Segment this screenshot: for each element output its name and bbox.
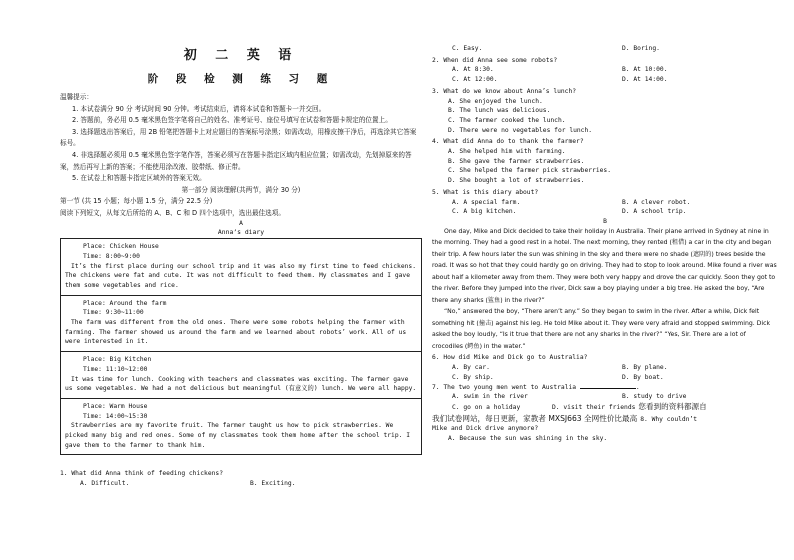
- watermark-ad: 我们试卷网站，每日更新，家教者 MXSJ663 全网性价比最高: [432, 413, 638, 423]
- question-2: [432, 56, 778, 85]
- question-1-options: [60, 479, 422, 489]
- passage-paragraph: “No,” answered the boy, “There aren’t any.” So they began to swim in the river. After a while, Dick felt something hit (撞击) against his leg. He told Mike about it. They were very afraid and stopped swimming. Dick asked the boy loudly, “Is it true that there are not any sharks in the river?” “Yes, Sir. There are a lot of crocodiles (鳄鱼) in the water.”: [432, 308, 771, 350]
- watermark-ad: 您看到的资料都源自: [638, 401, 707, 411]
- question-text: 4. What did Anna do to thank the farmer?: [432, 138, 584, 146]
- question-8: [432, 413, 778, 444]
- option[interactable]: B. The lunch was delicious.: [448, 107, 551, 115]
- option[interactable]: A. She helped him with farming.: [448, 148, 566, 156]
- option[interactable]: A. She enjoyed the lunch.: [448, 97, 543, 105]
- option[interactable]: D. By boat.: [622, 373, 664, 381]
- option[interactable]: A. Because the sun was shining in the sky.: [448, 435, 608, 443]
- question-3: [432, 87, 778, 136]
- diary-entry: [61, 296, 421, 353]
- question-text: 3. What do we know about Anna’s lunch?: [432, 87, 577, 95]
- tip-item: 3. 选择题选出答案后，用 2B 铅笔把答题卡上对应题目的答案标号涂黑；如需改动，用橡皮擦干净后，再选涂其它答案标号。: [60, 127, 417, 148]
- option[interactable]: B. At 10:00.: [622, 66, 668, 74]
- option[interactable]: B. A clever robot.: [622, 198, 691, 206]
- question-7: [432, 383, 778, 413]
- entry-body: Strawberries are my favorite fruit. The farmer taught us how to pick strawberries. We picked many big and red ones. Some of my classmates took them home after the school trip. I gave them to the farmer to thank him.: [65, 422, 410, 449]
- diary-table: [60, 238, 422, 455]
- option[interactable]: C. A big kitchen.: [452, 208, 517, 216]
- question-5: [432, 188, 778, 217]
- question-4: [432, 137, 778, 186]
- tip-item: 4. 非选择题必须用 0.5 毫米黑色签字笔作答，答案必须写在答题卡指定区域内相应位置；如需改动，先划掉原来的答案，然后再写上新的答案；不能使用涂改液、胶带纸、修正带。: [60, 150, 412, 171]
- entry-time: Time: 14:00~15:30: [83, 412, 148, 420]
- option[interactable]: C. By ship.: [452, 373, 494, 381]
- option[interactable]: D. There were no vegetables for lunch.: [448, 126, 593, 134]
- question-text: 8. Why couldn’t: [640, 415, 698, 423]
- entry-place: Place: Big Kitchen: [83, 356, 152, 364]
- answer-blank: [580, 383, 636, 389]
- option[interactable]: A. Difficult.: [80, 480, 130, 488]
- question-text: 2. When did Anna see some robots?: [432, 56, 558, 64]
- tip-item: 5. 在试卷上和答题卡指定区域外的答案无效。: [72, 174, 206, 183]
- option[interactable]: C. go on a holiday: [452, 403, 521, 411]
- option[interactable]: B. She gave the farmer strawberries.: [448, 157, 585, 165]
- entry-time: Time: 9:30~11:00: [83, 309, 144, 317]
- option[interactable]: B. Exciting.: [250, 480, 296, 488]
- section-subheading: 第一节 (共 15 小题；每小题 1.5 分，满分 22.5 分): [60, 197, 213, 206]
- question-text: Mike and Dick drive anymore?: [432, 425, 539, 433]
- option[interactable]: B. study to drive: [622, 393, 687, 401]
- option[interactable]: A. swim in the river: [452, 393, 528, 401]
- option[interactable]: A. A special farm.: [452, 198, 521, 206]
- entry-time: Time: 8:00~9:00: [83, 252, 140, 260]
- tips-heading: 温馨提示：: [60, 93, 93, 101]
- diary-title: Anna’s diary: [217, 227, 265, 236]
- right-column: [432, 0, 778, 444]
- option[interactable]: B. By plane.: [622, 364, 668, 372]
- entry-place: Place: Around the farm: [83, 299, 167, 307]
- entry-place: Place: Chicken House: [83, 243, 159, 251]
- question-1-continued: [432, 44, 778, 54]
- option[interactable]: C. Easy.: [452, 45, 483, 52]
- tip-item: 1. 本试卷满分 90 分 考试时间 90 分钟。考试结束后，请将本试卷和答题卡一并交回。: [72, 104, 326, 113]
- option[interactable]: C. The farmer cooked the lunch.: [448, 116, 566, 124]
- passage-a-label: A: [239, 219, 243, 227]
- tip-item: 2. 答题前，务必用 0.5 毫米黑色签字笔将自己的姓名、准考证号、座位号填写在试卷和答题卡规定的位置上。: [72, 116, 392, 125]
- question-text: [432, 383, 778, 393]
- question-1: 1. What did Anna think of feeding chickens?: [60, 470, 224, 478]
- option[interactable]: D. Boring.: [622, 45, 660, 52]
- question-6: [432, 353, 778, 382]
- left-column: [60, 0, 422, 489]
- option[interactable]: D. visit their friends: [552, 403, 636, 411]
- diary-entry: [61, 399, 421, 455]
- section-instruction: 阅读下列短文，从每文后所给的 A、B、C 和 D 四个选项中，选出最佳选项。: [60, 208, 285, 217]
- option[interactable]: D. At 14:00.: [622, 76, 668, 84]
- exam-subtitle: 阶 段 检 测 练 习 题: [147, 73, 335, 85]
- option[interactable]: C. At 12:00.: [452, 76, 498, 84]
- option[interactable]: A. By car.: [452, 364, 490, 372]
- option[interactable]: D. She bought a lot of strawberries.: [448, 177, 585, 185]
- passage-b-label: B: [603, 217, 607, 225]
- question-end: .: [635, 383, 640, 391]
- diary-entry: [61, 352, 421, 399]
- question-text: 6. How did Mike and Dick go to Australia?: [432, 354, 588, 362]
- question-stem: 7. The two young men went to Australia: [432, 383, 577, 391]
- option[interactable]: A. At 8:30.: [452, 66, 494, 74]
- option[interactable]: C. She helped the farmer pick strawberries.: [448, 167, 612, 175]
- passage-paragraph: One day, Mike and Dick decided to take their holiday in Australia. Their plane arrived in Sydney at nine in the morning. They had a good rest in a hotel. The next morning, they rented (租借) a car in the city and began their trip. A few hours later the sun was shining in the sky and there were no shade (遮阴的) trees beside the road. It was so hot that they could hardly go on driving. They had to stop to look around. Mike found a river was about half a kilometer away from them. They were both very happy and drove the car quickly. Soon they got to the river. Before they jumped into the river, Dick saw a boy playing under a big tree. He asked the boy, “Are there any sharks (鲨鱼) in the river?”: [432, 227, 777, 304]
- entry-body: It was time for lunch. Cooking with teachers and classmates was exciting. The farmer gave us some vegetables. We had a not delicious but meaningful (有意义的) lunch. We were all happy.: [65, 375, 417, 393]
- section-heading: 第一部分 阅读理解(共两节，满分 30 分): [181, 185, 301, 194]
- entry-body: The farm was different from the old ones. There were some robots helping the farmer with farming. The farmer showed us around the farm and we learned about robots’ work. All of us were interested in it.: [65, 319, 407, 346]
- question-text: 5. What is this diary about?: [432, 188, 539, 196]
- entry-body: It’s the first place during our school trip and it was also my first time to feed chickens. The chickens were fat and cute. It was not difficult to feed them. My classmates and I gave them some vegetables and rice.: [65, 262, 416, 289]
- entry-time: Time: 11:10~12:00: [83, 365, 148, 373]
- entry-place: Place: Warm House: [83, 402, 148, 410]
- passage-b: [432, 226, 778, 353]
- option[interactable]: D. A school trip.: [622, 208, 687, 216]
- exam-title: 初 二 英 语: [183, 48, 299, 63]
- diary-entry: [61, 239, 421, 296]
